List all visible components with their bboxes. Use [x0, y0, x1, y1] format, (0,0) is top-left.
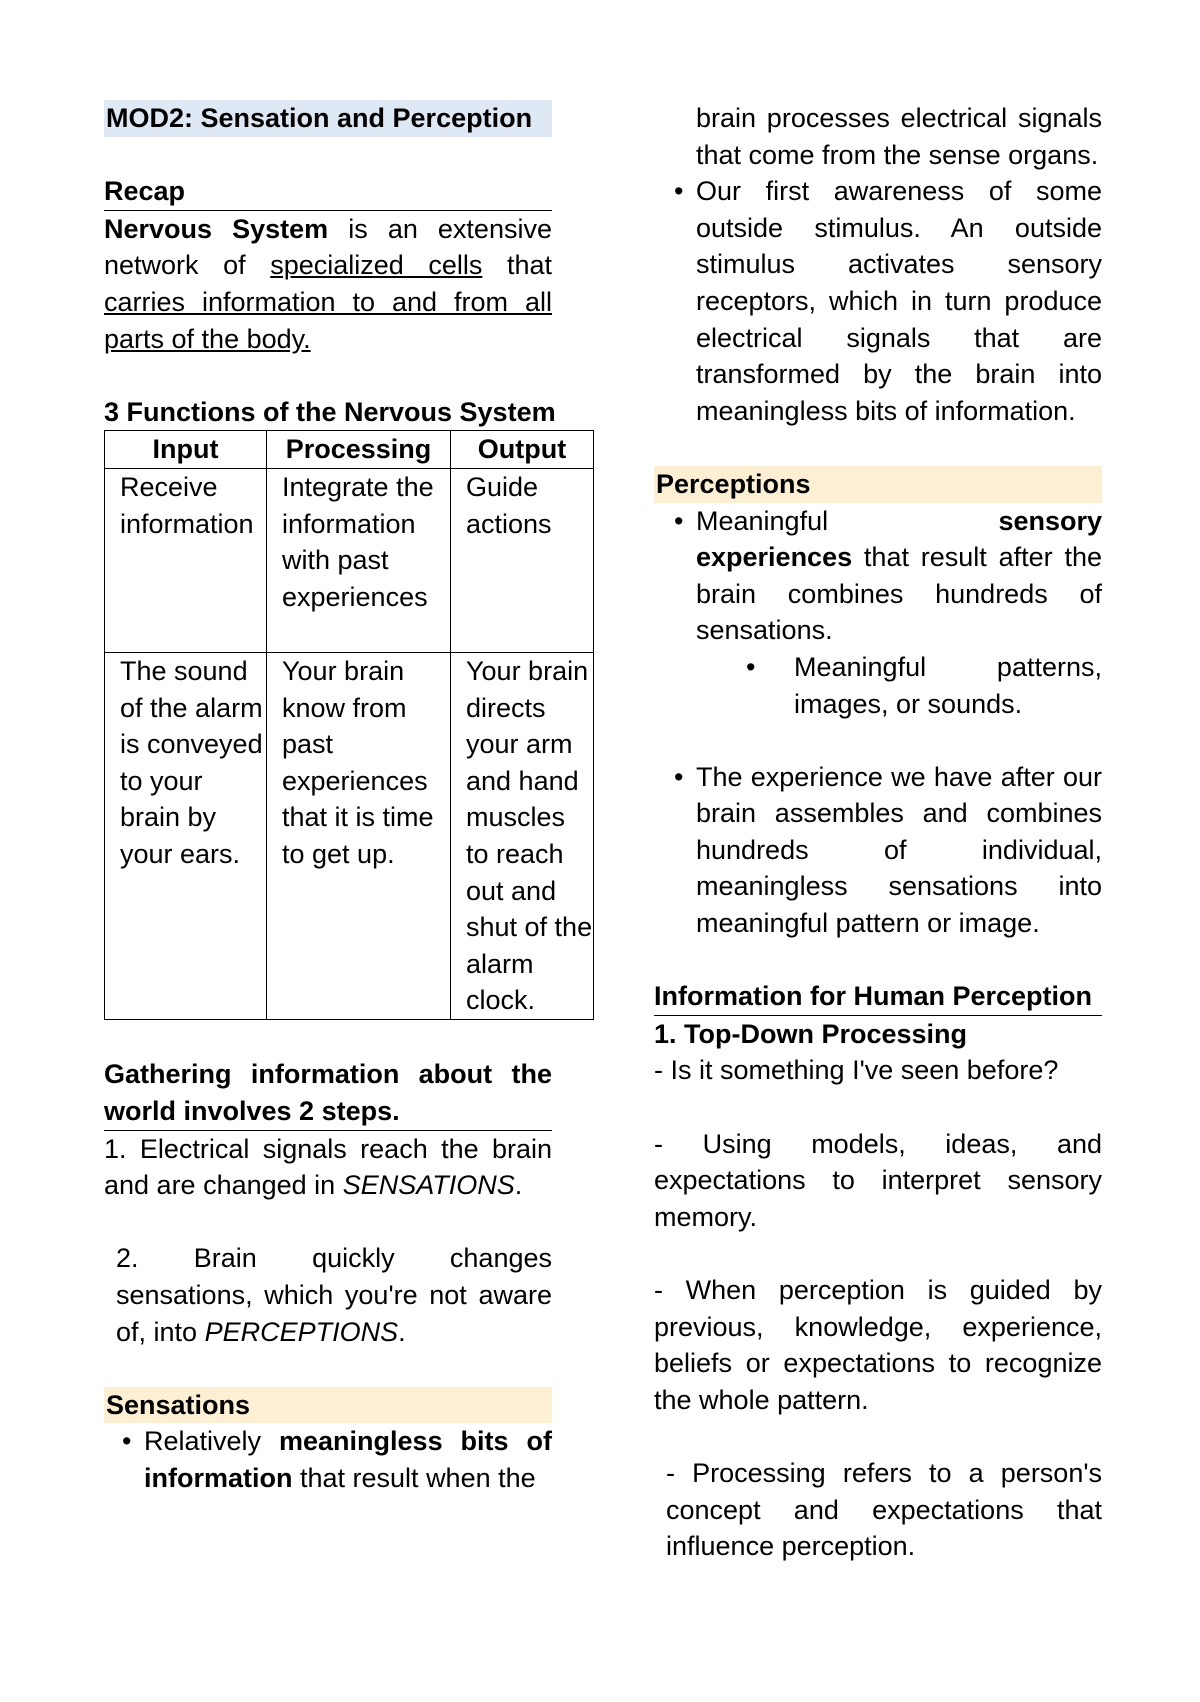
functions-table: [104, 430, 594, 1020]
topdown-heading: 1. Top-Down Processing: [654, 1018, 968, 1049]
table-row: [105, 652, 594, 1019]
table-cell: Integrate the information with past experiences: [267, 468, 451, 652]
table-cell: The sound of the alarm is conveyed to your brain by your ears.: [105, 652, 267, 1019]
sensations-list-continued: [654, 173, 1102, 429]
functions-heading: 3 Functions of the Nervous System: [104, 396, 556, 427]
list-item: • Meaningful patterns, images, or sounds.: [794, 649, 1102, 722]
list-item: • Our first awareness of some outside stimulus. An outside stimulus activates sensory receptors, which in turn produce electrical signals that are transformed by the brain into meaningless bits of information.: [696, 173, 1102, 429]
nervous-system-term: Nervous System: [104, 213, 329, 244]
perceptions-list: [654, 503, 1102, 649]
sensations-continued: brain processes electrical signals that come from the sense organs.: [696, 103, 1102, 170]
topdown-paragraph: - Using models, ideas, and expectations to interpret sensory memory.: [654, 1128, 1102, 1232]
sensations-list: [104, 1423, 552, 1496]
list-item: • The experience we have after our brain assembles and combines hundreds of individual, meaningless sensations into meaningful pattern or image.: [696, 759, 1102, 942]
table-cell: Your brain directs your arm and hand muscles to reach out and shut of the alarm clock.: [451, 652, 594, 1019]
table-cell: Receive information: [105, 468, 267, 652]
nervous-system-definition: Nervous System is an extensive network of specialized cells that carries information to and from all parts of the body.: [104, 213, 553, 354]
sensations-heading: Sensations: [104, 1387, 552, 1424]
list-item: • Meaningful sensory experiences that result after the brain combines hundreds of sensations.: [696, 503, 1102, 649]
table-header-processing: Processing: [267, 431, 451, 469]
gathering-heading: Gathering information about the world involves 2 steps.: [104, 1056, 552, 1130]
topdown-question: - Is it something I've seen before?: [654, 1055, 1059, 1086]
table-header-row: [105, 431, 594, 469]
recap-heading: Recap: [104, 173, 552, 211]
table-header-input: Input: [105, 431, 267, 469]
table-cell: Guide actions: [451, 468, 594, 652]
perceptions-list-2: [654, 759, 1102, 942]
right-column: [654, 100, 1102, 1565]
table-row: [105, 468, 594, 652]
list-item: • Relatively meaningless bits of information that result when the: [144, 1423, 552, 1496]
table-header-output: Output: [451, 431, 594, 469]
info-heading: Information for Human Perception: [654, 978, 1102, 1016]
document-title: MOD2: Sensation and Perception: [104, 100, 552, 137]
table-cell: Your brain know from past experiences that it is time to get up.: [267, 652, 451, 1019]
step-1: 1. Electrical signals reach the brain and are changed in SENSATIONS.: [104, 1133, 552, 1201]
left-column: [104, 100, 593, 1497]
topdown-paragraph: - When perception is guided by previous, knowledge, experience, beliefs or expectations to recognize the whole pattern.: [654, 1275, 1102, 1415]
step-2: 2. Brain quickly changes sensations, which you're not aware of, into PERCEPTIONS.: [116, 1243, 552, 1347]
topdown-paragraph: - Processing refers to a person's concept and expectations that influence perception.: [666, 1457, 1102, 1562]
perceptions-heading: Perceptions: [654, 466, 1102, 503]
perceptions-sublist: [654, 649, 1102, 722]
